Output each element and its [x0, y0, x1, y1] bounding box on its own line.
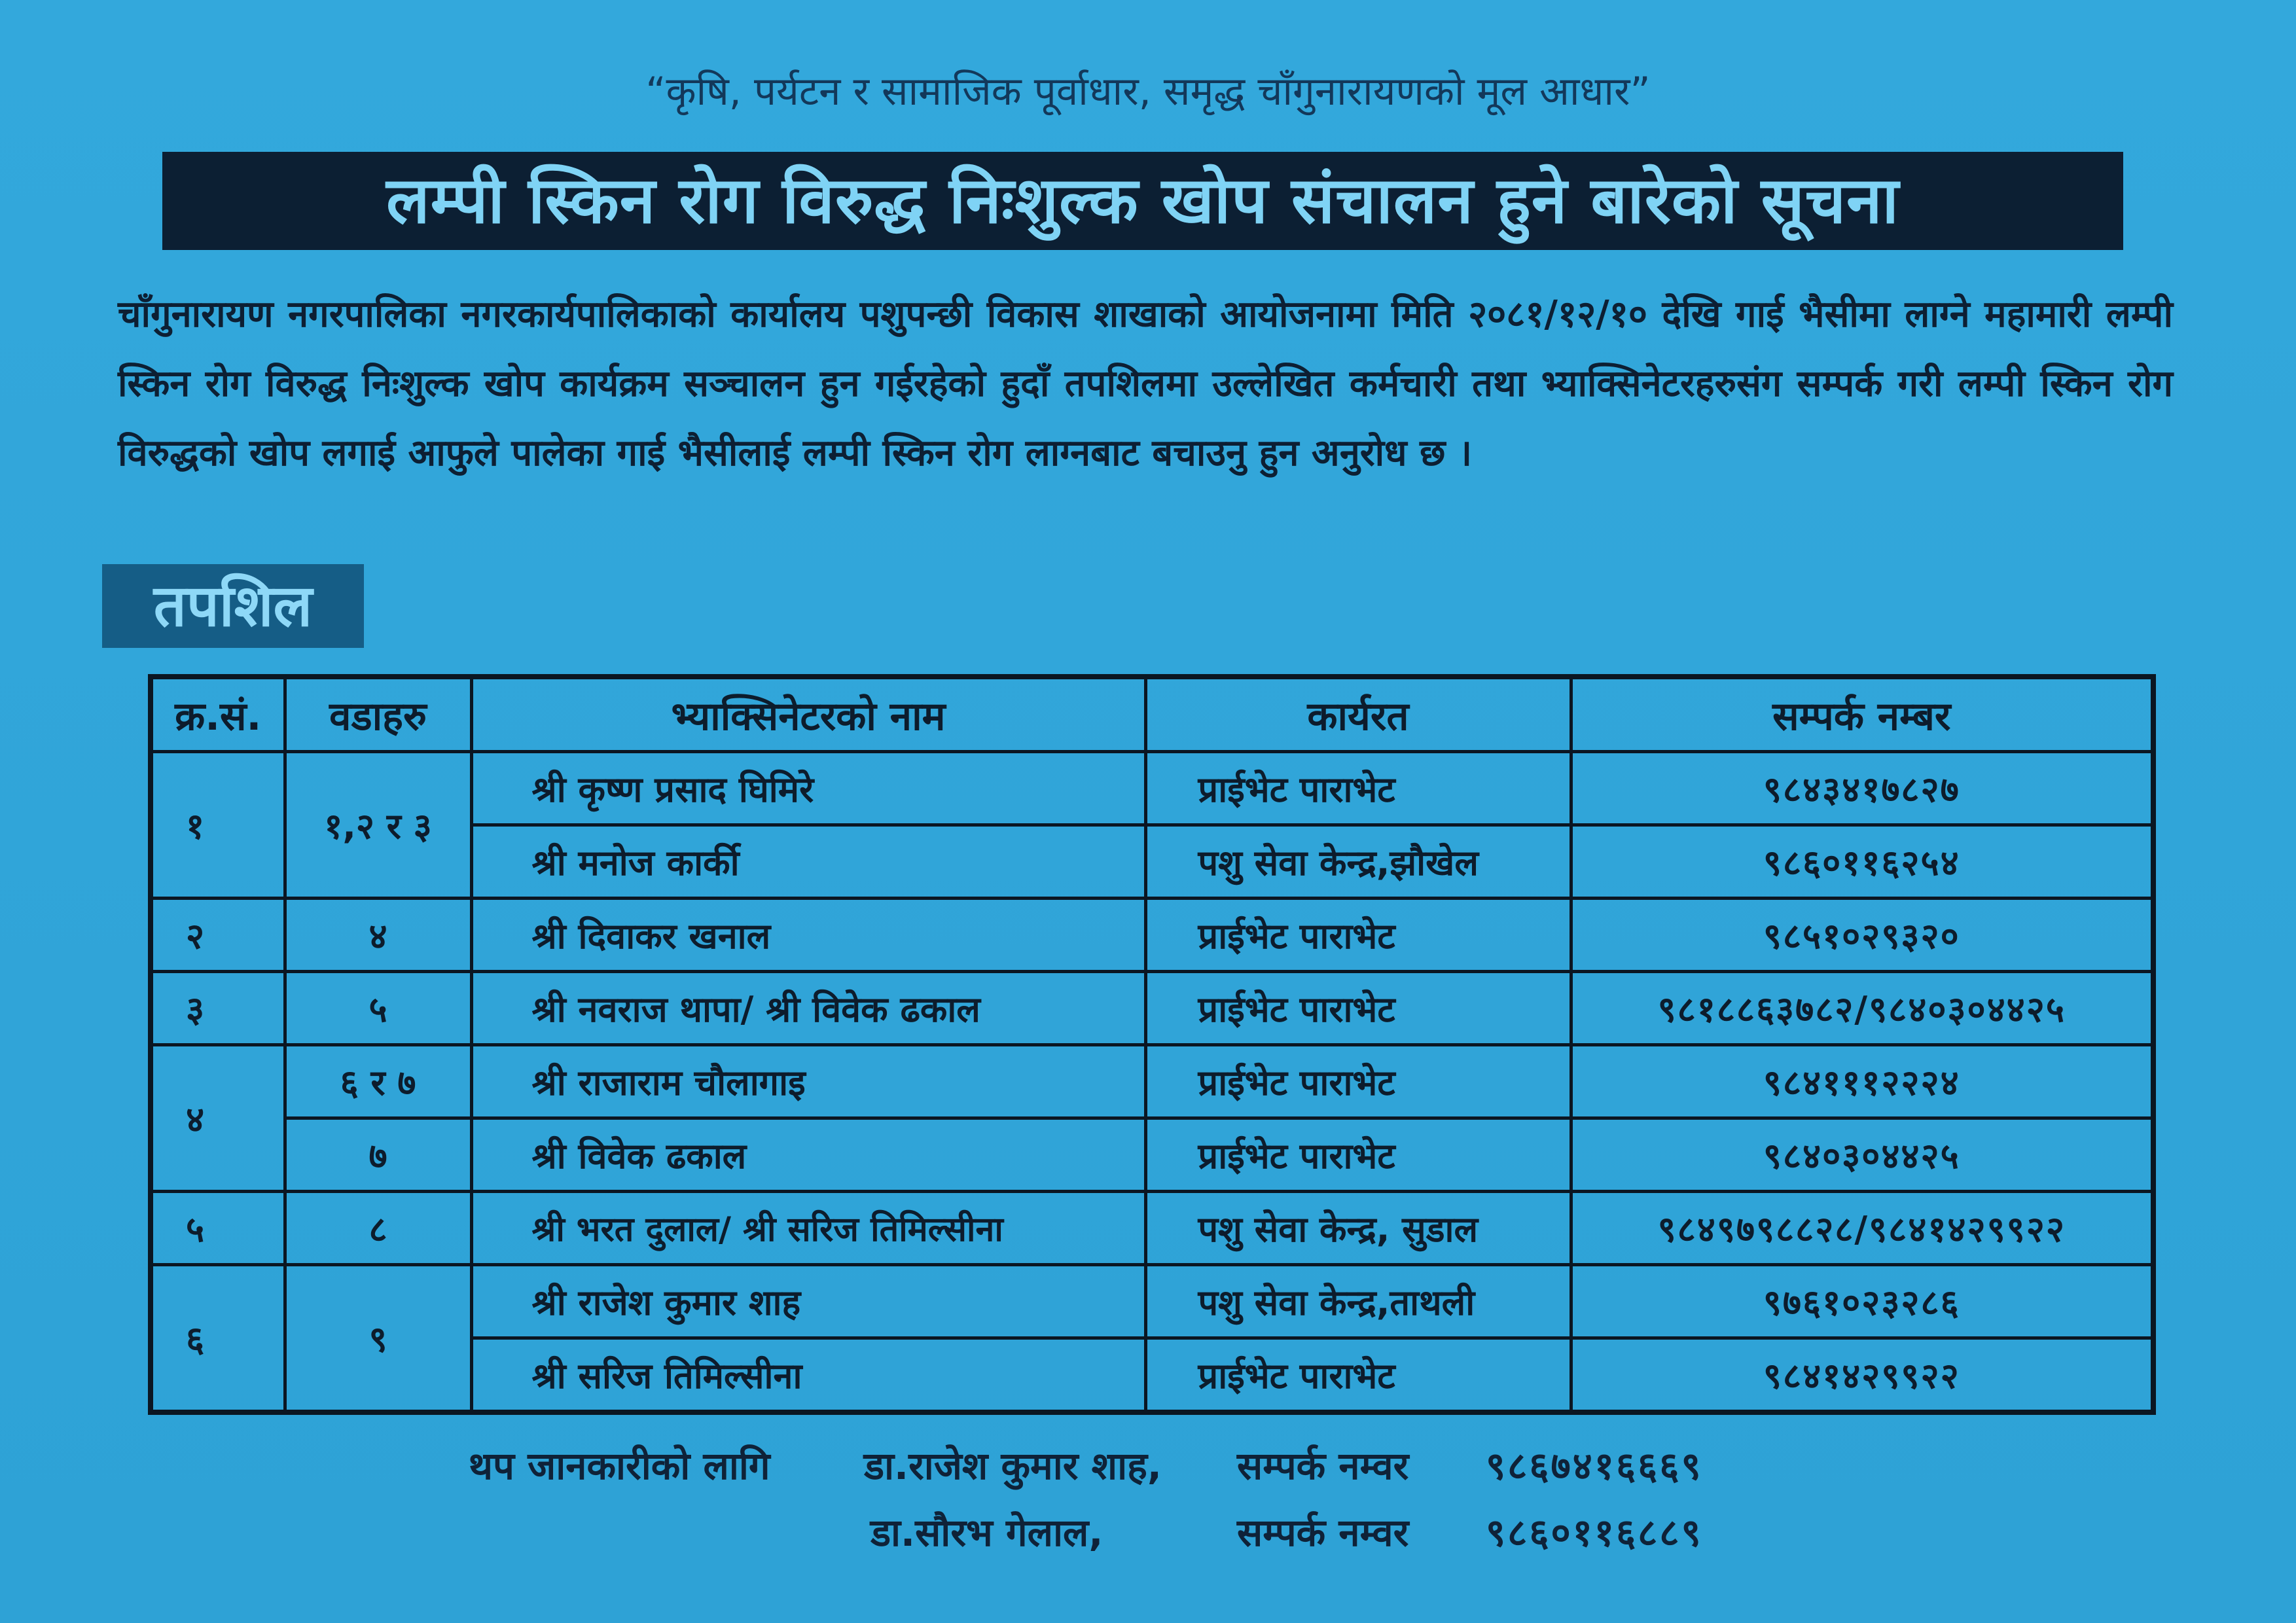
table-row — [151, 1264, 2153, 1338]
serial-number: २ — [151, 898, 285, 971]
serial-number: ३ — [151, 971, 285, 1044]
table-row — [151, 1118, 2153, 1191]
ward: ६ र ७ — [285, 1044, 471, 1118]
contact-number: ९८४१११२२२४ — [1571, 1044, 2153, 1118]
table-row — [151, 1044, 2153, 1118]
ward: ९ — [285, 1264, 471, 1412]
table-row — [151, 752, 2153, 825]
footer-contact2-label: सम्पर्क नम्वर — [1237, 1510, 1409, 1555]
vaccinator-name: श्री कृष्ण प्रसाद घिमिरे — [471, 752, 1145, 825]
serial-number: ५ — [151, 1191, 285, 1264]
ward: १,२ र ३ — [285, 752, 471, 899]
vaccinator-name: श्री भरत दुलाल/ श्री सरिज तिमिल्सीना — [471, 1191, 1145, 1264]
workplace: प्राईभेट पाराभेट — [1145, 1044, 1571, 1118]
table-row — [151, 898, 2153, 971]
header-name: भ्याक्सिनेटरको नाम — [471, 677, 1145, 752]
contact-number: ९७६१०२३२८६ — [1571, 1264, 2153, 1338]
workplace: प्राईभेट पाराभेट — [1145, 971, 1571, 1044]
vaccinator-name: श्री नवराज थापा/ श्री विवेक ढकाल — [471, 971, 1145, 1044]
vaccinator-name: श्री दिवाकर खनाल — [471, 898, 1145, 971]
vaccinator-name: श्री राजाराम चौलागाइ — [471, 1044, 1145, 1118]
table-header-row — [151, 677, 2153, 752]
contact-number: ९८६०११६२५४ — [1571, 825, 2153, 898]
footer-contact2-name: डा.सौरभ गेलाल, — [870, 1510, 1103, 1555]
workplace: प्राईभेट पाराभेट — [1145, 1118, 1571, 1191]
contact-number: ९८४१४२९९२२ — [1571, 1338, 2153, 1412]
serial-number: ६ — [151, 1264, 285, 1412]
footer-info-label: थप जानकारीको लागि — [469, 1444, 770, 1488]
serial-number: १ — [151, 752, 285, 899]
workplace: प्राईभेट पाराभेट — [1145, 898, 1571, 971]
motto: “कृषि, पर्यटन र सामाजिक पूर्वाधार, समृद्ध चाँगुनारायणको मूल आधार” — [645, 69, 1651, 115]
header-phone: सम्पर्क नम्बर — [1571, 677, 2153, 752]
contact-number: ९८४९७९८८२८/९८४१४२९९२२ — [1571, 1191, 2153, 1264]
workplace: पशु सेवा केन्द्र,ताथली — [1145, 1264, 1571, 1338]
ward: ४ — [285, 898, 471, 971]
contact-number: ९८४०३०४४२५ — [1571, 1118, 2153, 1191]
workplace: प्राईभेट पाराभेट — [1145, 752, 1571, 825]
contact-number: ९८४३४१७८२७ — [1571, 752, 2153, 825]
intro-paragraph: चाँगुनारायण नगरपालिका नगरकार्यपालिकाको कार्यालय पशुपन्छी विकास शाखाको आयोजनामा मिति २०८१/१२/१० देखि गाई भैसीमा लाग्ने महामारी लम्पी स्किन रोग विरुद्ध निःशुल्क खोप कार्यक्रम सञ्चालन हुन गईरहेको हुदाँ तपशिलमा उल्लेखित कर्मचारी तथा भ्याक्सिनेटरहरुसंग सम्पर्क गरी लम्पी स्किन रोग विरुद्धको खोप लगाई आफुले पालेका गाई भैसीलाई लम्पी स्किन रोग लाग्नबाट बचाउनु हुन अनुरोध छ । — [118, 293, 2173, 474]
ward: ८ — [285, 1191, 471, 1264]
headline-banner: लम्पी स्किन रोग विरुद्ध निःशुल्क खोप संचालन हुने बारेको सूचना — [162, 152, 2123, 250]
vaccinator-name: श्री मनोज कार्की — [471, 825, 1145, 898]
vaccinator-name: श्री विवेक ढकाल — [471, 1118, 1145, 1191]
vaccinator-name: श्री राजेश कुमार शाह — [471, 1264, 1145, 1338]
header-ward: वडाहरु — [285, 677, 471, 752]
vaccinator-name: श्री सरिज तिमिल्सीना — [471, 1338, 1145, 1412]
ward: ५ — [285, 971, 471, 1044]
vaccinator-table — [148, 674, 2156, 1415]
workplace: पशु सेवा केन्द्र,झौखेल — [1145, 825, 1571, 898]
table-row — [151, 1191, 2153, 1264]
workplace: पशु सेवा केन्द्र, सुडाल — [1145, 1191, 1571, 1264]
schedule-label: तपशिल — [102, 564, 364, 648]
header-sn: क्र.सं. — [151, 677, 285, 752]
ward: ७ — [285, 1118, 471, 1191]
footer-contact1-phone: ९८६७४१६६६९ — [1486, 1444, 1703, 1488]
footer-contact1-name: डा.राजेश कुमार शाह, — [864, 1444, 1162, 1488]
footer-contact2-phone: ९८६०११६८८९ — [1486, 1510, 1703, 1555]
table-row — [151, 971, 2153, 1044]
header-office: कार्यरत — [1145, 677, 1571, 752]
contact-number: ९८५१०२९३२० — [1571, 898, 2153, 971]
footer-contact1-label: सम्पर्क नम्वर — [1237, 1444, 1409, 1488]
serial-number: ४ — [151, 1044, 285, 1191]
workplace: प्राईभेट पाराभेट — [1145, 1338, 1571, 1412]
contact-number: ९८१८८६३७८२/९८४०३०४४२५ — [1571, 971, 2153, 1044]
